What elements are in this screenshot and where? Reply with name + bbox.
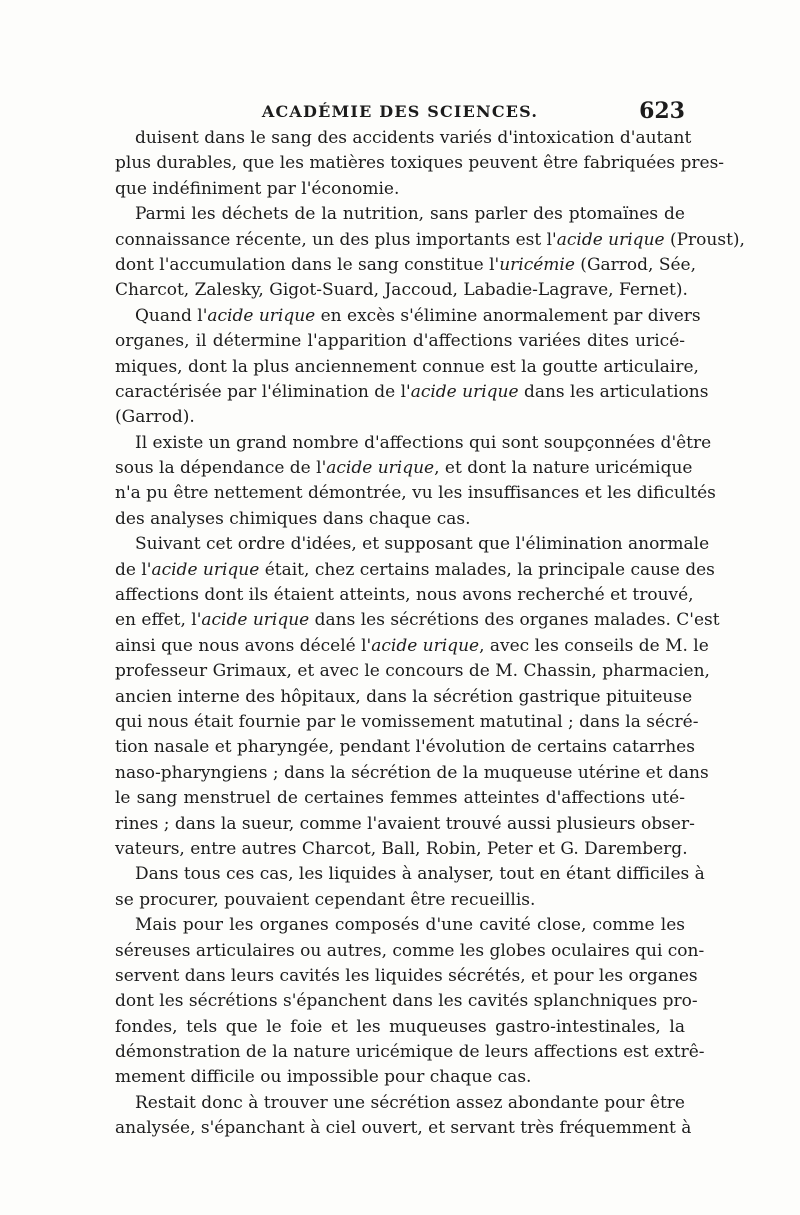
text-line: analysée, s'épanchant à ciel ouvert, et servant très fréquemment à bbox=[115, 1118, 692, 1139]
text-line: affections dont ils étaient atteints, nous avons recherché et trouvé, bbox=[115, 585, 694, 606]
page-number: 623 bbox=[639, 98, 685, 124]
text-line: en effet, l'acide urique dans les sécrétions des organes malades. C'est bbox=[115, 610, 720, 631]
paragraph bbox=[115, 1091, 692, 1142]
text-line: fondes, tels que le foie et les muqueuses gastro-intestinales, la bbox=[115, 1016, 685, 1037]
text-line: le sang menstruel de certaines femmes atteintes d'affections uté- bbox=[115, 788, 685, 809]
text-line: plus durables, que les matières toxiques peuvent être fabriquées pres- bbox=[115, 153, 725, 174]
paragraph bbox=[115, 532, 720, 862]
text-line: se procurer, pouvaient cependant être recueillis. bbox=[115, 889, 536, 910]
paragraph bbox=[115, 202, 745, 304]
text-line: dont les sécrétions s'épanchent dans les cavités splanchniques pro- bbox=[115, 991, 698, 1012]
text-line: de l'acide urique était, chez certains malades, la principale cause des bbox=[115, 559, 715, 580]
text-line: naso-pharyngiens ; dans la sécrétion de la muqueuse utérine et dans bbox=[115, 762, 709, 783]
text-line: des analyses chimiques dans chaque cas. bbox=[115, 508, 471, 529]
text-line: Dans tous ces cas, les liquides à analyser, tout en étant difficiles à bbox=[135, 864, 705, 885]
page-header bbox=[115, 98, 685, 128]
text-line: qui nous était fournie par le vomissement matutinal ; dans la sécré- bbox=[115, 711, 699, 732]
text-line: Quand l'acide urique en excès s'élimine anormalement par divers bbox=[135, 305, 701, 326]
text-line: rines ; dans la sueur, comme l'avaient trouvé aussi plusieurs obser- bbox=[115, 813, 695, 834]
running-title: ACADÉMIE DES SCIENCES. bbox=[261, 102, 539, 121]
text-line: Il existe un grand nombre d'affections qui sont soupçonnées d'être bbox=[135, 432, 712, 453]
text-line: sous la dépendance de l'acide urique, et dont la nature uricémique bbox=[115, 458, 693, 479]
text-line: Parmi les déchets de la nutrition, sans parler des ptomaïnes de bbox=[135, 204, 685, 225]
text-line: Suivant cet ordre d'idées, et supposant que l'élimination anormale bbox=[135, 534, 710, 555]
text-line: Charcot, Zalesky, Gigot-Suard, Jaccoud, Labadie-Lagrave, Fernet). bbox=[115, 280, 688, 301]
body-text bbox=[115, 126, 745, 1142]
text-line: mement difficile ou impossible pour chaque cas. bbox=[115, 1067, 532, 1088]
paragraph bbox=[115, 304, 709, 431]
text-line: connaissance récente, un des plus importants est l'acide urique (Proust), bbox=[115, 229, 745, 250]
text-line: organes, il détermine l'apparition d'affections variées dites uricé- bbox=[115, 331, 685, 352]
text-line: (Garrod). bbox=[115, 407, 195, 428]
text-line: duisent dans le sang des accidents variés d'intoxication d'autant bbox=[135, 128, 692, 148]
text-line: professeur Grimaux, et avec le concours de M. Chassin, pharmacien, bbox=[115, 661, 710, 682]
text-line: dont l'accumulation dans le sang constitue l'uricémie (Garrod, Sée, bbox=[115, 254, 697, 275]
text-line: Mais pour les organes composés d'une cavité close, comme les bbox=[135, 915, 685, 936]
paragraph bbox=[115, 126, 725, 202]
text-line: miques, dont la plus anciennement connue est la goutte articulaire, bbox=[115, 356, 699, 377]
text-line: tion nasale et pharyngée, pendant l'évolution de certains catarrhes bbox=[115, 737, 695, 758]
paragraph bbox=[115, 431, 716, 533]
text-line: séreuses articulaires ou autres, comme les globes oculaires qui con- bbox=[115, 940, 705, 961]
text-line: Restait donc à trouver une sécrétion assez abondante pour être bbox=[135, 1092, 685, 1113]
paragraph bbox=[115, 913, 705, 1091]
paragraph bbox=[115, 862, 705, 913]
text-line: ainsi que nous avons décelé l'acide urique, avec les conseils de M. le bbox=[115, 635, 709, 656]
text-line: caractérisée par l'élimination de l'acide urique dans les articulations bbox=[115, 381, 709, 402]
text-line: n'a pu être nettement démontrée, vu les insuffisances et les dificultés bbox=[115, 483, 716, 504]
text-line: que indéfiniment par l'économie. bbox=[115, 178, 400, 199]
text-line: servent dans leurs cavités les liquides sécrétés, et pour les organes bbox=[115, 965, 698, 986]
text-line: démonstration de la nature uricémique de leurs affections est extrê- bbox=[115, 1042, 705, 1063]
text-line: vateurs, entre autres Charcot, Ball, Robin, Peter et G. Daremberg. bbox=[115, 838, 688, 859]
text-line: ancien interne des hôpitaux, dans la sécrétion gastrique pituiteuse bbox=[115, 686, 693, 707]
